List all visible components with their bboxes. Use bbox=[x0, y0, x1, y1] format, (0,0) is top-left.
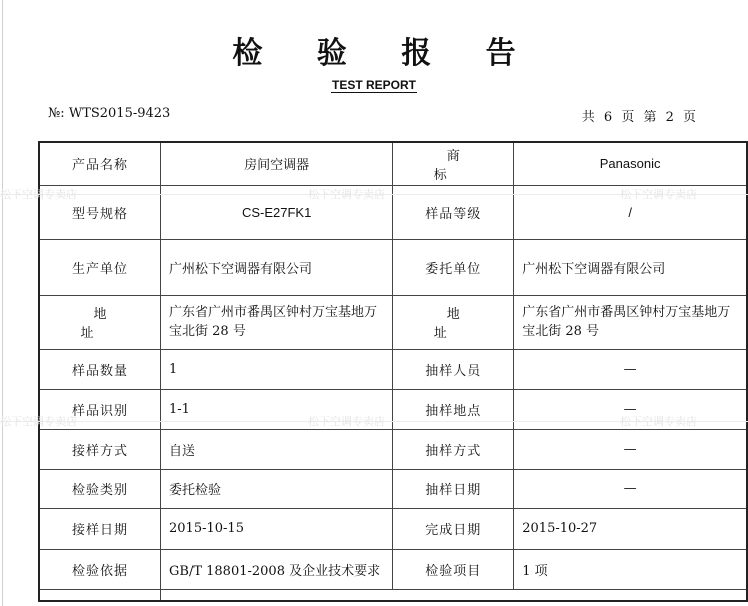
field-label: 检验依据 bbox=[39, 549, 161, 589]
field-value: / bbox=[514, 185, 747, 239]
table-row bbox=[39, 142, 747, 185]
field-value: 广州松下空调器有限公司 bbox=[161, 239, 393, 295]
field-value: 2015-10-27 bbox=[514, 508, 747, 549]
field-label: 样品识别 bbox=[39, 389, 161, 429]
field-label: 样品数量 bbox=[39, 349, 161, 389]
table-row bbox=[39, 549, 747, 589]
table-row bbox=[39, 469, 747, 508]
report-table bbox=[38, 141, 748, 602]
field-value: 2015-10-15 bbox=[161, 508, 393, 549]
field-value: — bbox=[514, 349, 747, 389]
field-value: 自送 bbox=[161, 429, 393, 469]
table-row bbox=[39, 589, 747, 601]
report-number bbox=[48, 106, 170, 121]
report-number-label: №: bbox=[48, 106, 65, 121]
field-label: 地 址 bbox=[39, 295, 161, 349]
field-value: 广东省广州市番禺区钟村万宝基地万宝北街 28 号 bbox=[161, 295, 393, 349]
field-label: 产品名称 bbox=[39, 142, 161, 185]
watermark-text: 松下空调专卖店 bbox=[620, 188, 697, 201]
page-info: 共 6 页 第 2 页 bbox=[581, 110, 696, 125]
field-label: 委托单位 bbox=[393, 239, 514, 295]
table-row bbox=[39, 239, 747, 295]
report-number-value: WTS2015-9423 bbox=[68, 106, 171, 121]
table-row bbox=[39, 295, 747, 349]
field-label: 检验项目 bbox=[393, 549, 514, 589]
watermark-text: 松下空调专卖店 bbox=[0, 188, 77, 201]
field-value: — bbox=[514, 469, 747, 508]
field-value: Panasonic bbox=[514, 142, 747, 185]
field-label: 样品等级 bbox=[393, 185, 514, 239]
field-label: 地 址 bbox=[393, 295, 514, 349]
report-subtitle: TEST REPORT bbox=[331, 78, 416, 92]
table-row bbox=[39, 508, 747, 549]
field-value: GB/T 18801-2008 及企业技术要求 bbox=[161, 549, 393, 589]
field-value: 委托检验 bbox=[161, 469, 393, 508]
field-value: 1-1 bbox=[161, 389, 393, 429]
field-label: 型号规格 bbox=[39, 185, 161, 239]
field-label: 生产单位 bbox=[39, 239, 161, 295]
report-title: 检 验 报 告 bbox=[232, 36, 538, 71]
field-value: 广州松下空调器有限公司 bbox=[514, 239, 747, 295]
field-label: 抽样人员 bbox=[393, 349, 514, 389]
field-value: — bbox=[514, 389, 747, 429]
field-label: 商 标 bbox=[393, 142, 514, 185]
watermark-text: 松下空调专卖店 bbox=[0, 415, 77, 428]
field-value: 房间空调器 bbox=[161, 142, 393, 185]
field-label: 检验类别 bbox=[39, 469, 161, 508]
empty-cell bbox=[161, 589, 747, 601]
field-label: 抽样地点 bbox=[393, 389, 514, 429]
field-value: 广东省广州市番禺区钟村万宝基地万宝北街 28 号 bbox=[514, 295, 747, 349]
field-value: — bbox=[514, 429, 747, 469]
watermark-text: 松下空调专卖店 bbox=[620, 415, 697, 428]
watermark-text: 松下空调专卖店 bbox=[308, 415, 385, 428]
field-value: 1 bbox=[161, 349, 393, 389]
field-label: 接样方式 bbox=[39, 429, 161, 469]
field-label: 接样日期 bbox=[39, 508, 161, 549]
field-value: CS-E27FK1 bbox=[161, 185, 393, 239]
field-label: 完成日期 bbox=[393, 508, 514, 549]
field-value: 1 项 bbox=[514, 549, 747, 589]
field-label: 抽样日期 bbox=[393, 469, 514, 508]
table-row bbox=[39, 429, 747, 469]
empty-cell bbox=[39, 589, 161, 601]
field-label: 抽样方式 bbox=[393, 429, 514, 469]
table-row bbox=[39, 349, 747, 389]
watermark-text: 松下空调专卖店 bbox=[308, 188, 385, 201]
